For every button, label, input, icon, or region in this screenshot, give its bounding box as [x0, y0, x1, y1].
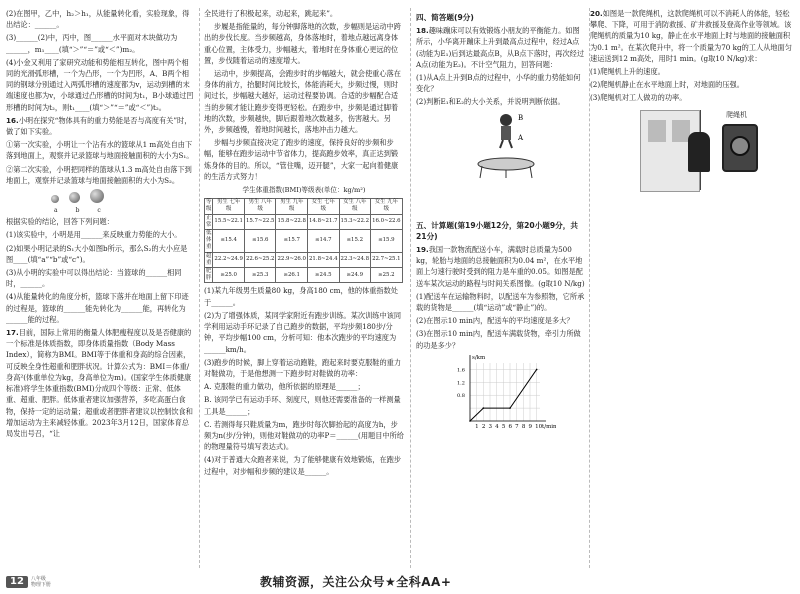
distance-time-chart	[456, 353, 586, 436]
table-cell: ≤15.7	[276, 230, 308, 253]
q17-cont3: 运动中，步频提高，会跑步时的步幅越大，就会使重心落在身体的前方，抬腿时间比较长，体能消耗大，步频过慢，则时间过长，步幅越大越好，运动过程要协调。合适的步幅配合适当的步频才能让跑步变得更轻松。在跑步中，步频是通过脚着地的次数，步频越快，脚后跟着地次数越多，伤害越大。另外，步频越慢，着地时间越长，落地冲击力越大。	[204, 69, 401, 135]
table-cell: 22.3~24.8	[339, 252, 371, 267]
q16-stem	[6, 115, 194, 137]
machine-wheel	[730, 136, 750, 156]
trampoline-mat	[478, 158, 534, 170]
table-cell: 15.3~22.2	[339, 214, 371, 229]
q17-sub3c: C. 若测得每只鞋质量为m，跑步时每次脚抬起的高度为h，步频为n(步/分钟)，则他对鞋做功的功率P＝______(用题目中所给的物理量符号填写表达式)。	[204, 419, 404, 452]
page-number: 12	[6, 576, 28, 587]
table-cell: ≤15.9	[371, 230, 403, 253]
table-row	[205, 268, 403, 283]
ball-label-b: b	[75, 207, 80, 215]
data-point	[536, 369, 538, 371]
table-cell: 15.7~22.5	[244, 214, 276, 229]
x-tick-label: 2	[481, 423, 486, 430]
page-tag-grade: 八年级	[30, 576, 46, 582]
q16-after: 根据实验的结论，回答下列问题：	[6, 217, 114, 227]
q19-text: 我国一款物流配送小车，满载时总质量为500 kg，轮胎与地面的总接触面积为0.04 m²，在水平地面上匀速行驶时受到的阻力是车重的0.05。如图是配送车某次运动的路程与时间关系图像。(g取10 N/kg)	[416, 245, 585, 288]
q19-sub1: (1)配送车在运输物料时，以配送车为参照物，它所承载的货物是______(填“运动”或“静止”)的。	[416, 291, 585, 313]
bmi-table	[204, 198, 403, 283]
q17-text: 目前，国际上常用的衡量人体肥瘦程度以及是否健康的一个标准是体质指数，即身体质量指数（Body Mass Index），简称为BMI。BMI等于体重和身高的综合因素，可反映全身性超重和肥胖状况。计算公式为：BMI＝体重/身高²(体重单位为kg，身高单位为m)。(国家学生体质健康标准)将学生体重指数(BMI)分成四个等级：正常、低体重、超重、肥胖。低体重者建议加强营养，多吃高蛋白食物，保持一定的运动量；超重或者肥胖者建议以控制饮食和增加运动为主来减轻体重。2023年3月12日，国家体育总局发出号召，“让	[6, 328, 193, 438]
table-cell: ≤15.6	[244, 230, 276, 253]
q17-sub3: (3)跑步的时候，脚上穿着运动跑鞋，跑起来时要克服鞋的重力对鞋做功，于是他想测一下跑步时对鞋做的功率：	[204, 357, 402, 378]
x-axis-label: t/min	[542, 423, 556, 430]
chart-svg	[456, 353, 556, 433]
table-row	[205, 214, 403, 229]
q17-sub1: (1)某九年级男生质量80 kg，身高180 cm，他的体重指数处于______。	[204, 286, 398, 307]
q16-a2: (2)如果小明记录的S₁大小如图b所示，那么S₂的大小应是图____(填“a”“b”或“c”)。	[6, 243, 188, 264]
q18-sub2: (2)判断E₁和E₂的大小关系，并说明判断依据。	[416, 97, 565, 107]
q17-cont4: 步幅与步频直接决定了跑步的速度，保持良好的步频和步幅，能够在跑步运动中节省体力，提高跑步效率，真正达到锻炼身体的目的。所以，“管住嘴，迈开腿”，大家一起向着健康的生活方式努力！	[204, 138, 399, 181]
table-cell: 15.5~22.1	[213, 214, 245, 229]
page-tag	[31, 576, 51, 588]
x-tick-label: 7	[515, 423, 519, 430]
table-cell: 15.8~22.8	[276, 214, 308, 229]
table-cell: 16.0~22.6	[371, 214, 403, 229]
x-tick-label: 9	[528, 423, 532, 430]
q17-cont2: 步履是指能量的，每分钟脚落地的次数，步幅则是运动中跨出的步伐长度。当步频越高，身体落地时，着地点越远离身体重心位置，主体受力，步幅越大，着地时在身体重心更远的位置，步伐随着运动的速度增大。	[204, 22, 401, 65]
x-tick-label: 8	[521, 423, 526, 430]
bmi-th: 男生 七年级	[213, 199, 245, 214]
climber-figure	[640, 110, 760, 190]
section-5-heading: 五、计算题(第19小题12分，第20小题9分，共21分)	[416, 220, 578, 241]
child-body	[501, 126, 511, 140]
x-tick-label: 5	[501, 423, 506, 430]
data-point	[469, 420, 471, 422]
ball-a	[51, 195, 59, 203]
y-tick-label: 1.6	[457, 367, 465, 374]
section-4-heading: 四、简答题(9分)	[416, 13, 474, 22]
climber-worker	[688, 132, 710, 172]
q20-sub2: (2)爬绳机静止在水平地面上时，对地面的压强。	[590, 80, 744, 90]
bmi-th: 女生 九年级	[371, 199, 403, 214]
bmi-table-header	[205, 199, 403, 214]
divider-1	[199, 8, 200, 568]
q16-a3: (3)从小明的实验中可以得出结论：当篮球的______相同时，______。	[6, 268, 182, 289]
child-leg	[509, 140, 512, 148]
table-row	[205, 230, 403, 253]
q17-cont1: 全民进行了积极起来，动起来，跳起来”。	[204, 9, 338, 18]
q20-sub3: (3)爬绳机对工人做功的功率。	[590, 93, 687, 103]
x-tick-label: 4	[495, 423, 499, 430]
table-cell: 21.8~24.4	[308, 252, 340, 267]
q19-sub3: (3)在图示10 min内，配送车满载货物，牵引力所做的功是多少？	[416, 329, 581, 350]
q18-stem	[416, 25, 586, 70]
footer-watermark: 教辅资源，关注公众号★全科AA+	[260, 574, 452, 589]
page-number-badge	[6, 576, 51, 588]
table-cell: ≥25.0	[213, 268, 245, 283]
q17-sub3b: B. 该同学已有运动手环、刻度尺，则他还需要准备的一样测量工具是______；	[204, 395, 401, 416]
column-3	[416, 8, 586, 436]
child-leg	[500, 140, 503, 148]
q20-sub1: (1)爬绳机上升的速度。	[590, 67, 665, 77]
x-tick-label: 1	[475, 423, 479, 430]
q20-text: 如图是一款爬绳机，这款爬绳机可以不消耗人的体能，轻松攀爬、下降，可用于消防救援、矿井救援及登高作业等领域。该爬绳机的质量为10 kg，静止在水平地面上时与地面的接触面积为0.1 m²。在某次爬升中，将一个质量为70 kg的工人从地面匀速运送到12 m高处，用时1 min。(g取10 N/kg)求：	[590, 9, 792, 63]
bmi-table-caption: 学生体重指数(BMI)等级表(单位：kg/m²)	[242, 186, 366, 195]
table-cell: ≥25.2	[371, 268, 403, 283]
bmi-th: 等级	[206, 199, 212, 213]
table-cell: ≤14.7	[308, 230, 340, 253]
column-1	[6, 8, 194, 441]
bmi-th: 女生 七年级	[308, 199, 340, 214]
ball-c	[90, 189, 104, 203]
ball-label-a: a	[54, 207, 58, 215]
data-point	[509, 407, 511, 409]
data-point	[483, 407, 485, 409]
ball-labels	[54, 205, 194, 216]
table-cell: 肥胖	[206, 268, 212, 282]
table-cell: ≤15.4	[213, 230, 245, 253]
y-tick-label: 0.8	[457, 393, 465, 400]
table-cell: 22.7~25.1	[371, 252, 403, 267]
q16-step1: ①第一次实验，小明让一个沾有水的篮球从1 m高处自由下落到地面上，观察并记录篮球与地面接触面积的大小为S₁。	[6, 140, 194, 161]
table-cell: ≥24.9	[339, 268, 371, 283]
q16-text: 小明在探究“物体具有的重力势能是否与高度有关”时，做了如下实验。	[6, 115, 192, 137]
table-cell: 低体重	[206, 230, 212, 251]
window	[648, 120, 666, 142]
q16-step2: ②第二次实验，小明把同样的篮球从1.3 m高处自由落下到地面上，观察并记录篮球与地面接触面积的大小为S₂。	[6, 164, 192, 185]
q15-part3: (3)______(2)中，丙中，图______水平面对木块做功为______，m₁____(填“＞”“＝”或“＜”)m₂。	[6, 33, 178, 54]
table-cell: 22.6~25.2	[244, 252, 276, 267]
column-2	[204, 8, 404, 479]
child-head	[500, 114, 512, 126]
x-tick-label: 6	[508, 423, 512, 430]
q19-stem	[416, 244, 586, 289]
ball-b	[69, 192, 80, 203]
q16-a4: (4)从能量转化的角度分析，篮球下落并在地面上留下印迹的过程是，篮球的______能先转化为______能，再转化为______能的过程。	[6, 292, 189, 324]
trampoline-figure	[466, 110, 546, 180]
q17-sub2: (2)为了增强体质，某同学家附近有跑步训练。某次训练中该同学利用运动手环记录了自己跑步的数据，平均步频180步/分钟，平均步幅100 cm，分析可知：他本次跑步的平均速度为______km/h。	[204, 310, 402, 354]
label-b: B	[518, 113, 524, 122]
table-cell: ≤15.2	[339, 230, 371, 253]
x-tick-label: 10	[535, 423, 543, 430]
ball-label-c: c	[97, 207, 101, 215]
q20-stem	[590, 8, 795, 64]
q18-text: 趣味蹦床可以有效锻炼小朋友的平衡能力。如图所示，小华离开蹦床上升到最高点过程中，经过A点(动能为E₁)后到达最高点B，从B点下落时，再次经过A点(动能为E₂)。不计空气阻力，回答问题：	[416, 26, 585, 69]
machine-label: 爬绳机	[726, 110, 747, 119]
q15-part2: (2)在图甲，乙中，h₂＞h₁，从能量转化看，实验现象，得出结论：______。	[6, 9, 190, 30]
q17-sub4: (4)对于普通大众跑者来说，为了能够健康有效地锻炼，在跑步过程中，对步幅和步频的建议是______。	[204, 455, 402, 476]
divider-2	[410, 8, 411, 568]
label-a: A	[518, 133, 524, 142]
bmi-th: 男生 九年级	[276, 199, 308, 214]
table-cell: 22.9~26.0	[276, 252, 308, 267]
page-tag-subject: 物理下册	[30, 582, 51, 588]
q16-a1: (1)该实验中，小明是用______来反映重力势能的大小。	[6, 230, 182, 240]
q19-sub2: (2)在图示10 min内，配送车的平均速度是多大？	[416, 316, 574, 326]
table-row	[205, 252, 403, 267]
y-axis-label: s/km	[472, 354, 486, 361]
bmi-th: 男生 八年级	[244, 199, 276, 214]
table-cell: 超重	[206, 252, 212, 266]
x-tick-label: 3	[488, 423, 492, 430]
table-cell: ≥26.1	[276, 268, 308, 283]
q20-number: 20.	[590, 9, 603, 18]
q16-number: 16.	[6, 115, 19, 125]
bmi-th: 女生 八年级	[339, 199, 371, 214]
q18-number: 18.	[416, 26, 429, 36]
y-tick-label: 1.2	[457, 380, 465, 387]
q15-part4: (4)小金又利用了家研究动能和势能相互转化，图中两个相同的光滑弧形槽，一个为凸形，一个为凹形，A、B两个相同的钢球分别通过入两弧形槽的速度都为v，运动到槽的末端速度也都为v，小球通过凸形槽的时间为t₁，B小球通过凹形槽的时间为t₂，则t₁____(填“＞”“＝”或“＜”)t₂。	[6, 57, 194, 112]
trampoline-leg	[530, 166, 532, 178]
table-cell: 22.2~24.9	[213, 252, 245, 267]
column-4	[590, 8, 795, 190]
q19-number: 19.	[416, 245, 429, 255]
table-cell: ≥25.3	[244, 268, 276, 283]
table-cell: 正常	[206, 214, 212, 228]
ball-figure	[51, 189, 194, 203]
table-cell: 14.8~21.7	[308, 214, 340, 229]
table-cell: ≥24.5	[308, 268, 340, 283]
q17-sub3a: A. 克服鞋的重力做功，他所依据的原理是______；	[204, 382, 365, 392]
q17-number: 17.	[6, 328, 19, 338]
trampoline-leg	[480, 166, 482, 178]
q17-stem	[6, 327, 194, 439]
q18-sub1: (1)从A点上升到B点的过程中，小华的重力势能如何变化？	[416, 73, 581, 94]
